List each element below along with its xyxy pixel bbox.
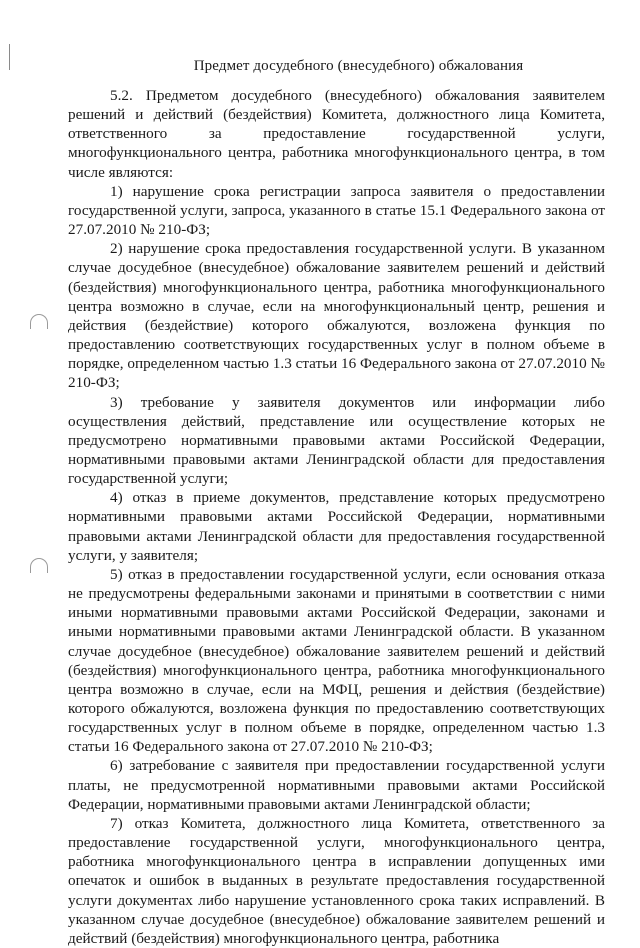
- list-item-5: 5) отказ в предоставлении государственной услуги, если основания отказа не предусмотрены федеральными законами и принятыми в соответствии с ними иными нормативными правовыми актами Российской Федерации, законами и иными нормативными правовыми актами Ленинградской области. В указанном случае досудебное (внесудебное) обжалование заявителем решений и действий (бездействия) многофункционального центра, работника многофункционального центра возможно в случае, если на МФЦ, решения и действия (бездействие) которого обжалуются, возложена функция по предоставлению соответствующих государственных услуг в полном объеме в порядке, определенном частью 1.3 статьи 16 Федерального закона от 27.07.2010 № 210-ФЗ;: [68, 565, 605, 756]
- list-item-2: 2) нарушение срока предоставления государственной услуги. В указанном случае досудебное (внесудебное) обжалование заявителем решений и действий (бездействия) многофункционального центра, работника многофункционального центра возможно в случае, если на многофункциональный центр, решения и действия (бездействие) которого обжалуются, возложена функция по предоставлению соответствующих государственных услуг в полном объеме в порядке, определенном частью 1.3 статьи 16 Федерального закона от 27.07.2010 № 210-ФЗ;: [68, 240, 605, 392]
- section-heading: Предмет досудебного (внесудебного) обжалования: [193, 58, 524, 74]
- paragraph-5-2: 5.2. Предметом досудебного (внесудебного) обжалования заявителем решений и действий (бездействия) Комитета, должностного лица Комитета, ответственного за предоставление государственной услуги, многофункционального центра, работника многофункционального центра, в том числе являются:: [68, 87, 605, 181]
- list-item-4: 4) отказ в приеме документов, представление которых предусмотрено нормативными правовыми актами Российской Федерации, нормативными правовыми актами Ленинградской области для предоставления государственной услуги, у заявителя;: [68, 489, 605, 564]
- list-item-6: 6) затребование с заявителя при предоставлении государственной услуги платы, не предусмотренной нормативными правовыми актами Российской Федерации, нормативными правовыми актами Ленинградской области;: [68, 757, 605, 813]
- scan-edge-mark: [9, 44, 10, 70]
- punch-hole-mark: [30, 314, 48, 329]
- list-item-1: 1) нарушение срока регистрации запроса заявителя о предоставлении государственной услуги, запроса, указанного в статье 15.1 Федерального закона от 27.07.2010 № 210-ФЗ;: [68, 182, 605, 239]
- list-item-3: 3) требование у заявителя документов или информации либо осуществления действий, представление или осуществление которых не предусмотрено нормативными правовыми актами Российской Федерации, нормативными правовыми актами Ленинградской области для предоставления государственной услуги;: [68, 393, 605, 488]
- document-body: [68, 56, 605, 948]
- punch-hole-mark: [30, 558, 48, 573]
- list-item-7: 7) отказ Комитета, должностного лица Комитета, ответственного за предоставление государственной услуги, многофункционального центра, работника многофункционального центра в исправлении допущенных ими опечаток и ошибок в выданных в результате предоставления государственной услуги документах либо нарушение установленного срока таких исправлений. В указанном случае досудебное (внесудебное) обжалование заявителем решений и действий (бездействия) многофункционального центра, работника: [68, 814, 605, 947]
